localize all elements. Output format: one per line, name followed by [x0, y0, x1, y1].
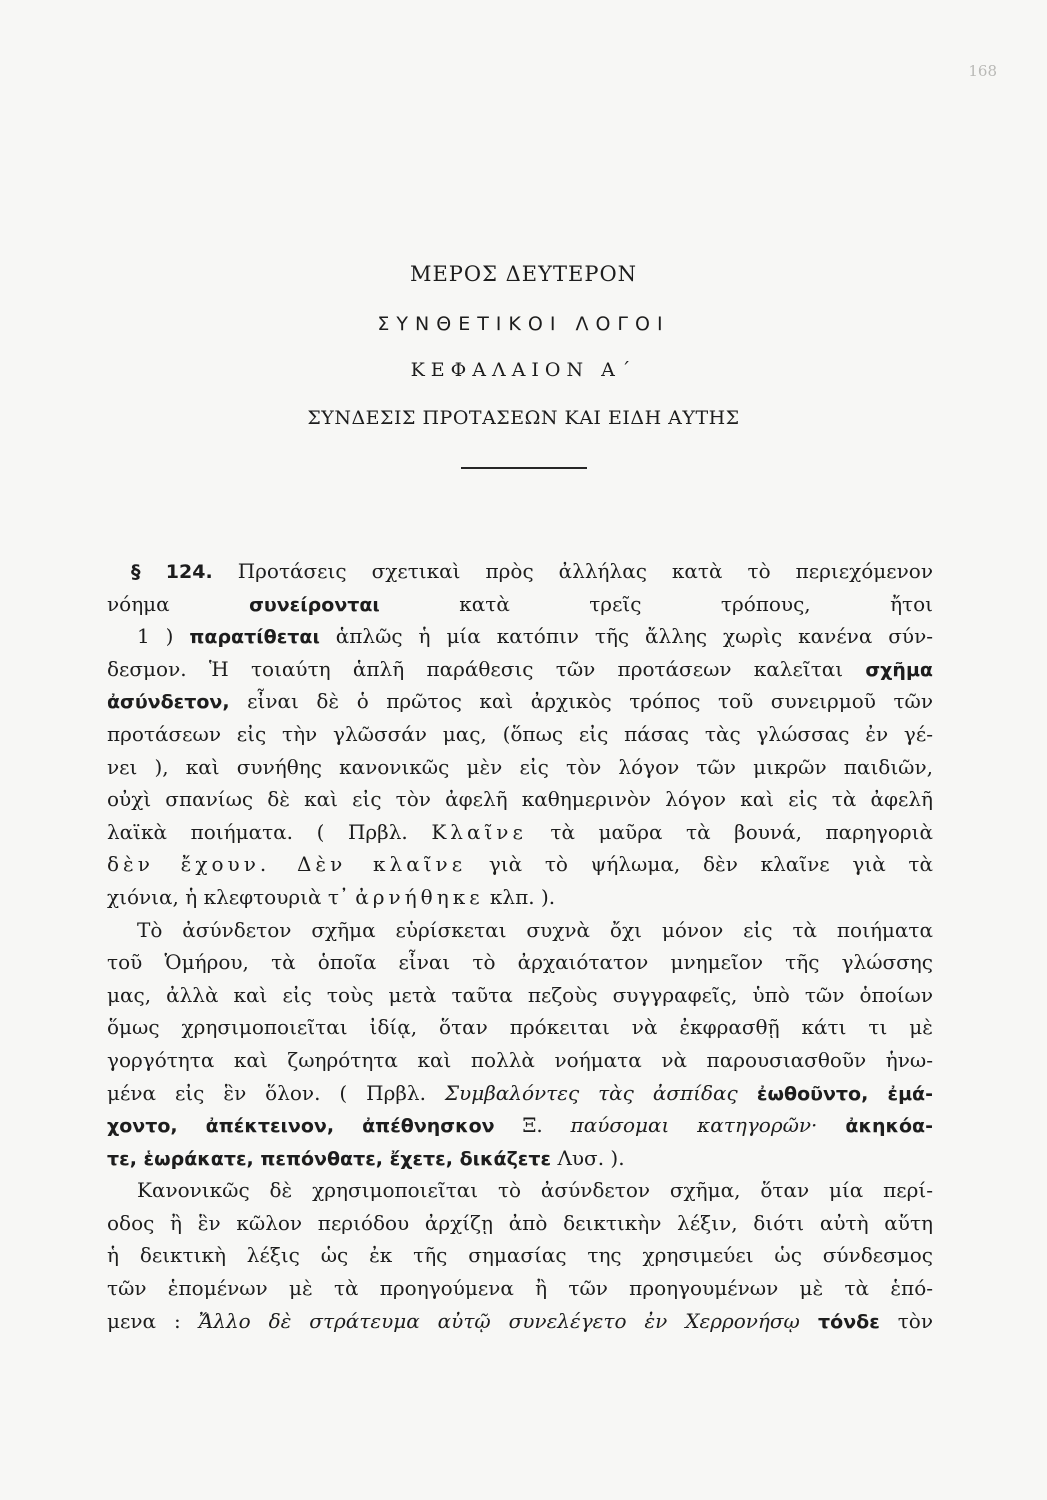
- text-line: [107, 1109, 933, 1142]
- part-title: ΜΕΡΟΣ ΔΕΥΤΕΡΟΝ: [409, 262, 638, 286]
- text-run: μένα εἰς ἓν ὅλον. ( Πρβλ.: [107, 1080, 445, 1105]
- text-run: λαϊκὰ ποιήματα. ( Πρβλ.: [107, 819, 432, 844]
- text-run: μενα :: [107, 1308, 199, 1333]
- text-run: Λυσ. ).: [551, 1145, 625, 1170]
- text-line: [107, 653, 933, 686]
- spaced-quote: Κλαῖνε: [431, 819, 527, 844]
- text-run: κατὰ τρεῖς τρόπους, ἤτοι: [379, 591, 933, 616]
- text-line: νει ), καὶ συνήθης κανονικῶς μὲν εἰς τὸν λόγον τῶν μικρῶν παιδιῶν,: [107, 754, 933, 779]
- text-line: [107, 881, 933, 914]
- text-line: οὐχὶ σπανίως δὲ καὶ εἰς τὸν ἀφελῆ καθημερινὸν λόγον καὶ εἰς τὰ ἀφελῆ: [107, 787, 933, 812]
- bold-term: τόνδε: [799, 1310, 880, 1333]
- body-text: [107, 555, 933, 1337]
- text-line: Τὸ ἀσύνδετον σχῆμα εὑρίσκεται συχνὰ ὄχι μόνον εἰς τὰ ποιήματα: [137, 917, 933, 942]
- text-run: εἶναι δὲ ὁ πρῶτος καὶ ἀρχικὸς τρόπος τοῦ συνειρμοῦ τῶν: [229, 689, 933, 714]
- spaced-quote: ἀρνήθηκε: [355, 884, 484, 909]
- italic-quote: Συμβαλόντες τὰς ἀσπίδας: [444, 1080, 738, 1105]
- text-line: Κανονικῶς δὲ χρησιμοποιεῖται τὸ ἀσύνδετον σχῆμα, ὅταν μία περί-: [137, 1178, 933, 1203]
- text-line: ὅμως χρησιμοποιεῖται ἰδίᾳ, ὅταν πρόκειται νὰ ἐκφρασθῇ κάτι τι μὲ: [107, 1015, 933, 1040]
- text-run: Ξ.: [494, 1113, 571, 1138]
- section-title: ΣΥΝΘΕΤΙΚΟΙ ΛΟΓΟΙ: [377, 313, 670, 335]
- bold-term: ἐωθοῦντο, ἐμά-: [737, 1082, 933, 1105]
- bold-term: χοντο, ἀπέκτεινον, ἀπέθνησκον: [107, 1115, 495, 1138]
- bold-term: ἀσύνδετον,: [107, 691, 230, 714]
- bold-term: παρατίθεται: [189, 626, 320, 649]
- text-line: [107, 1305, 933, 1338]
- text-line: μας, ἀλλὰ καὶ εἰς τοὺς μετὰ ταῦτα πεζοὺς συγγραφεῖς, ὑπὸ τῶν ὁποίων: [107, 982, 933, 1007]
- text-run: γιὰ τὸ ψήλωμα, δὲν κλαῖνε γιὰ τὰ: [466, 852, 933, 877]
- section-number: § 124.: [131, 561, 213, 583]
- text-run: τὸν: [879, 1308, 933, 1333]
- text-line: [107, 848, 933, 881]
- text-run: κλπ. ).: [483, 884, 556, 909]
- heading-divider: [461, 467, 587, 469]
- chapter-subtitle: ΣΥΝΔΕΣΙΣ ΠΡΟΤΑΣΕΩΝ ΚΑΙ ΕΙΔΗ ΑΥΤΗΣ: [307, 407, 740, 429]
- text-line: [107, 685, 933, 718]
- text-line: οδος ἢ ἓν κῶλον περιόδου ἀρχίζῃ ἀπὸ δεικτικὴν λέξιν, διότι αὐτὴ αὕτη: [107, 1210, 933, 1235]
- text-line: ἡ δεικτικὴ λέξις ὡς ἐκ τῆς σημασίας της χρησιμεύει ὡς σύνδεσμος: [107, 1243, 933, 1268]
- italic-quote: Ἄλλο δὲ στράτευμα αὐτῷ συνελέγετο ἐν Χερρονήσῳ: [198, 1308, 800, 1333]
- text-line: [107, 620, 933, 653]
- text-run: 1 ): [137, 624, 190, 649]
- text-line: [107, 555, 933, 588]
- bold-term: τε, ἑωράκατε, πεπόνθατε, ἔχετε, δικάζετε: [107, 1147, 552, 1170]
- text-line: τοῦ Ὁμήρου, τὰ ὁποῖα εἶναι τὸ ἀρχαιότατον μνημεῖον τῆς γλώσσης: [107, 950, 933, 975]
- text-run: νόημα: [107, 591, 250, 616]
- text-line: [107, 1077, 933, 1110]
- text-line: γοργότητα καὶ ζωηρότητα καὶ πολλὰ νοήματα νὰ παρουσιασθοῦν ἡνω-: [107, 1047, 933, 1072]
- text-line: [107, 1142, 933, 1175]
- chapter-headings: [0, 262, 1047, 469]
- text-run: ἁπλῶς ἡ μία κατόπιν τῆς ἄλλης χωρὶς κανένα σύν-: [319, 624, 933, 649]
- text-run: Προτάσεις σχετικαὶ πρὸς ἀλλήλας κατὰ τὸ περιεχόμενον: [212, 559, 933, 583]
- text-line: [107, 588, 933, 621]
- italic-quote: παύσομαι κατηγορῶν·: [570, 1113, 818, 1138]
- spaced-quote: δὲν ἔχουν. Δὲν κλαῖνε: [107, 852, 467, 877]
- chapter-title: ΚΕΦΑΛΑΙΟΝ Α΄: [410, 359, 637, 381]
- text-line: προτάσεων εἰς τὴν γλῶσσάν μας, (ὅπως εἰς πάσας τὰς γλώσσας ἐν γέ-: [107, 721, 933, 746]
- bold-term: σχῆμα: [865, 658, 933, 681]
- text-run: χιόνια, ἡ κλεφτουριὰ τ᾽: [107, 884, 356, 909]
- text-run: δεσμον. Ἡ τοιαύτη ἁπλῆ παράθεσις τῶν προτάσεων καλεῖται: [107, 656, 866, 681]
- bold-term: συνείρονται: [249, 593, 380, 616]
- text-line: τῶν ἑπομένων μὲ τὰ προηγούμενα ἢ τῶν προηγουμένων μὲ τὰ ἑπό-: [107, 1276, 933, 1301]
- page-number: 168: [968, 62, 997, 80]
- text-line: [107, 816, 933, 849]
- bold-term: ἀκηκόα-: [817, 1115, 933, 1138]
- text-run: τὰ μαῦρα τὰ βουνά, παρηγοριὰ: [526, 819, 933, 844]
